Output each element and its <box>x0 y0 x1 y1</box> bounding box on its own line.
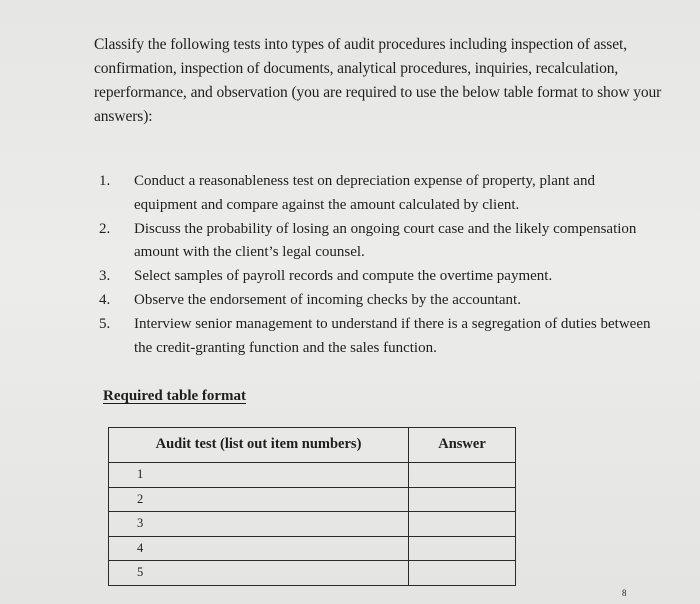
column-header-audit-test: Audit test (list out item numbers) <box>109 428 409 463</box>
task-number: 5. <box>99 315 111 332</box>
audit-test-cell: 4 <box>109 536 409 561</box>
task-list <box>94 170 654 360</box>
audit-test-cell: 3 <box>109 512 409 537</box>
list-item <box>94 218 654 266</box>
table-row <box>109 561 516 586</box>
table-header-row <box>109 428 516 463</box>
answer-cell <box>409 487 516 512</box>
list-item <box>94 313 654 361</box>
answer-cell <box>409 463 516 488</box>
answer-table <box>108 427 516 586</box>
task-number: 2. <box>99 220 111 237</box>
task-number: 4. <box>99 291 111 308</box>
list-item <box>94 289 654 313</box>
table-row <box>109 536 516 561</box>
task-text: Interview senior management to understand if there is a segregation of duties between the credit-granting function and the sales function. <box>134 315 651 356</box>
audit-test-cell: 2 <box>109 487 409 512</box>
list-item <box>94 170 654 218</box>
table-row <box>109 463 516 488</box>
answer-cell <box>409 536 516 561</box>
answer-cell <box>409 512 516 537</box>
answer-cell <box>409 561 516 586</box>
list-item <box>94 265 654 289</box>
table-format-heading: Required table format <box>103 388 247 404</box>
audit-test-cell: 5 <box>109 561 409 586</box>
task-text: Observe the endorsement of incoming checks by the accountant. <box>134 291 521 308</box>
task-text: Discuss the probability of losing an ongoing court case and the likely compensation amount with the client’s legal counsel. <box>134 220 637 261</box>
task-text: Select samples of payroll records and compute the overtime payment. <box>134 268 553 285</box>
task-number: 1. <box>99 173 111 189</box>
table-row <box>109 487 516 512</box>
task-number: 3. <box>99 268 111 285</box>
task-text: Conduct a reasonableness test on depreciation expense of property, plant and equipment and compare against the amount calculated by client. <box>134 173 595 213</box>
instructions-paragraph: Classify the following tests into types of audit procedures including inspection of asset, confirmation, inspection of documents, analytical procedures, inquiries, recalculation, reperformance, and observation (you are required to use the below table format to show your answers): <box>94 36 662 125</box>
audit-test-cell: 1 <box>109 463 409 488</box>
table-row <box>109 512 516 537</box>
column-header-answer: Answer <box>409 428 516 463</box>
page-number: 8 <box>622 588 627 598</box>
